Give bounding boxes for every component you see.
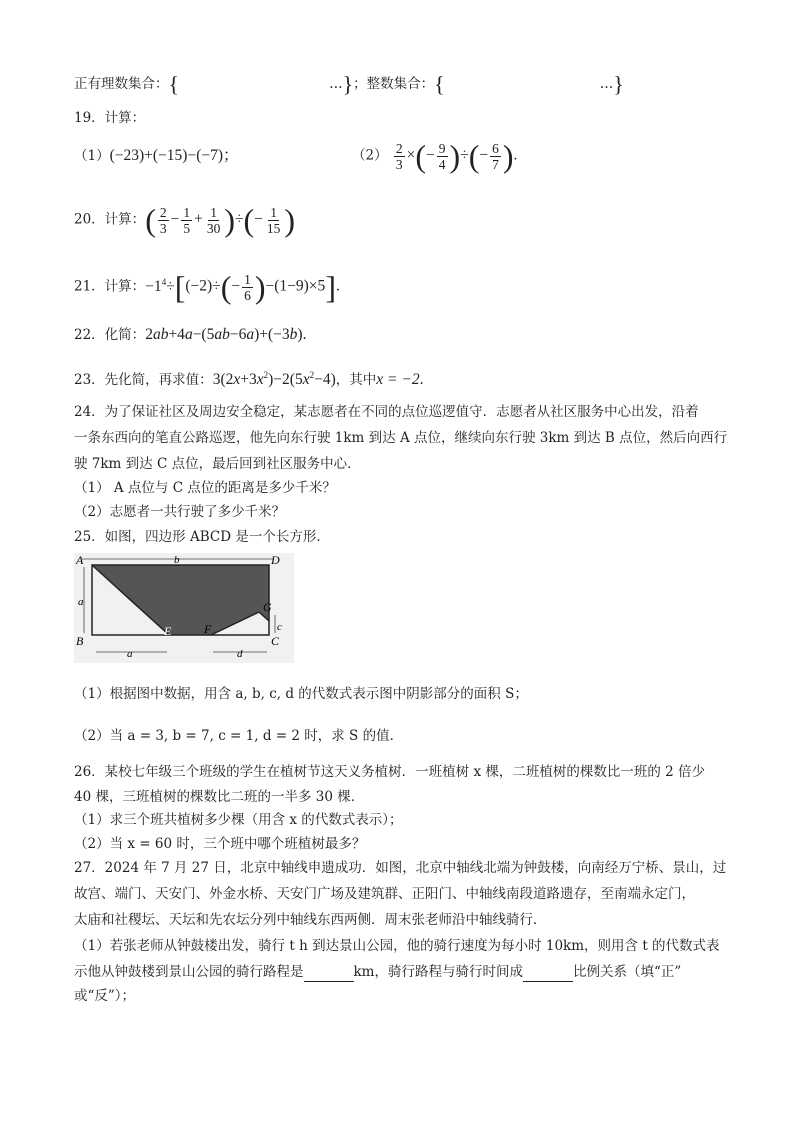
q22-line: 22．化简：2ab+4a−(5ab−6a)+(−3b). (74, 326, 307, 343)
blank-distance[interactable] (304, 967, 354, 982)
q27-line5b: km，骑行路程与骑行时间成 (353, 964, 523, 980)
q22-title: 22．化简： (74, 327, 146, 343)
q25-title: 25．如图，四边形 ABCD 是一个长方形． (74, 529, 330, 545)
q26-sub1: （1）求三个班共植树多少棵（用含 x 的代数式表示）； (74, 812, 403, 828)
brace-close: } (342, 71, 354, 97)
label-D: D (271, 553, 280, 567)
frac-6-7: $\frac{6}{7}$ (492, 140, 499, 172)
q20-title: 20．计算： (74, 211, 146, 228)
q25-sub2: （2）当 a = 3, b = 7, c = 1, d = 2 时，求 S 的值． (74, 728, 404, 744)
q19-p1-expr: (−23)+(−15)−(−7)； (109, 147, 239, 164)
blank-proportion[interactable] (523, 967, 573, 982)
q24-line3: 驶 7km 到达 C 点位，最后回到社区服务中心． (74, 456, 361, 472)
label-b: b (174, 554, 180, 566)
q21-line: 21．计算：$-1^4\div[(-2)\div(-$ $\frac{1}{6}$ )−(1−9)×5]. (74, 269, 340, 305)
label-B: B (76, 634, 84, 648)
label-a-bottom: a (127, 648, 133, 660)
q19-p1-label: （1） (74, 148, 110, 164)
q21-title: 21．计算： (74, 278, 146, 295)
q20-line: 20．计算：( $\frac{2}{3}$ − $\frac{1}{5}$ + $\frac{1}{30}$ )÷(− $\frac{1}{15}$ ) (74, 202, 296, 238)
label-F: F (204, 622, 212, 636)
q26-line2: 40 棵，三班植树的棵数比二班的一半多 30 棵． (74, 789, 365, 805)
q27-line1: 27．2024 年 7 月 27 日，北京中轴线申遗成功．如图，北京中轴线北端为钟鼓楼，向南经万宁桥、景山，过 (74, 860, 727, 876)
q27-line5c: 比例关系（填“正” (572, 964, 682, 980)
label-G: G (263, 600, 272, 614)
label-A: A (76, 553, 84, 567)
rectangle-figure (74, 553, 294, 663)
label-C: C (271, 634, 280, 648)
q19-part1 (74, 146, 239, 166)
label-d: d (237, 648, 243, 660)
frac-9-4: $\frac{9}{4}$ (438, 140, 446, 172)
brace-open: { (168, 71, 180, 97)
q27-line6: 或“反”）； (74, 988, 136, 1004)
q18-line (74, 71, 624, 97)
q27-line5 (74, 962, 681, 982)
integer-set-label: ；整数集合： (353, 76, 435, 92)
q26-line1: 26．某校七年级三个班级的学生在植树节这天义务植树．一班植树 x 棵，二班植树的棵数比一班的 2 倍少 (74, 764, 706, 780)
q27-line3: 太庙和社稷坛、天坛和先农坛分列中轴线东西两侧．周末张老师沿中轴线骑行． (74, 912, 547, 928)
brace-close-2: } (613, 71, 624, 97)
q24-sub1: （1） A 点位与 C 点位的距离是多少千米？ (74, 480, 336, 496)
q24-line1: 24．为了保证社区及周边安全稳定，某志愿者在不同的点位巡逻值守．志愿者从社区服务中心出发，沿着 (74, 404, 699, 420)
label-a-side: a (78, 596, 84, 608)
frac-2-3: $\frac{2}{3}$ (395, 140, 403, 172)
q27-line2: 故宫、端门、天安门、外金水桥、天安门广场及建筑群、正阳门、中轴线南段道路遗存，至南端永定门， (74, 886, 695, 902)
pos-rational-label: 正有理数集合： (74, 76, 169, 92)
ellipsis: … (329, 76, 343, 92)
q23-cond: ，其中 (335, 372, 377, 389)
label-E: E (164, 624, 172, 638)
q23-value: x = −2 (376, 371, 420, 389)
q26-sub2: （2）当 x = 60 时，三个班中哪个班植树最多？ (74, 836, 366, 852)
q23-title: 23．先化简，再求值： (74, 372, 213, 389)
brace-open-2: { (434, 71, 445, 97)
label-c: c (277, 621, 282, 633)
q27-line5a: 示他从钟鼓楼到景山公园的骑行路程是 (74, 964, 304, 980)
q19-part2: （2） $\frac{2}{3}$ ×(− $\frac{9}{4}$ )÷(− $\frac{6}{7}$ ). (352, 138, 518, 174)
q24-sub2: （2）志愿者一共行驶了多少千米？ (74, 504, 286, 520)
q27-line4: （1）若张老师从钟鼓楼出发，骑行 t h 到达景山公园，他的骑行速度为每小时 10km，则用含 t 的代数式表 (74, 938, 720, 954)
q24-line2: 一条东西向的笔直公路巡逻，他先向东行驶 1km 到达 A 点位，继续向东行驶 3km 到达 B 点位，然后向西行 (74, 430, 728, 446)
ellipsis-2: … (599, 76, 614, 92)
q19-title: 19．计算： (74, 110, 146, 126)
q23-line: 23．先化简，再求值：$3(2x+3x^2)-2(5x^2-4)$，其中x = −2. (74, 370, 424, 389)
q19-p2-label: （2） (352, 147, 388, 164)
q25-sub1: （1）根据图中数据，用含 a, b, c, d 的代数式表示图中阴影部分的面积 S； (74, 686, 528, 702)
